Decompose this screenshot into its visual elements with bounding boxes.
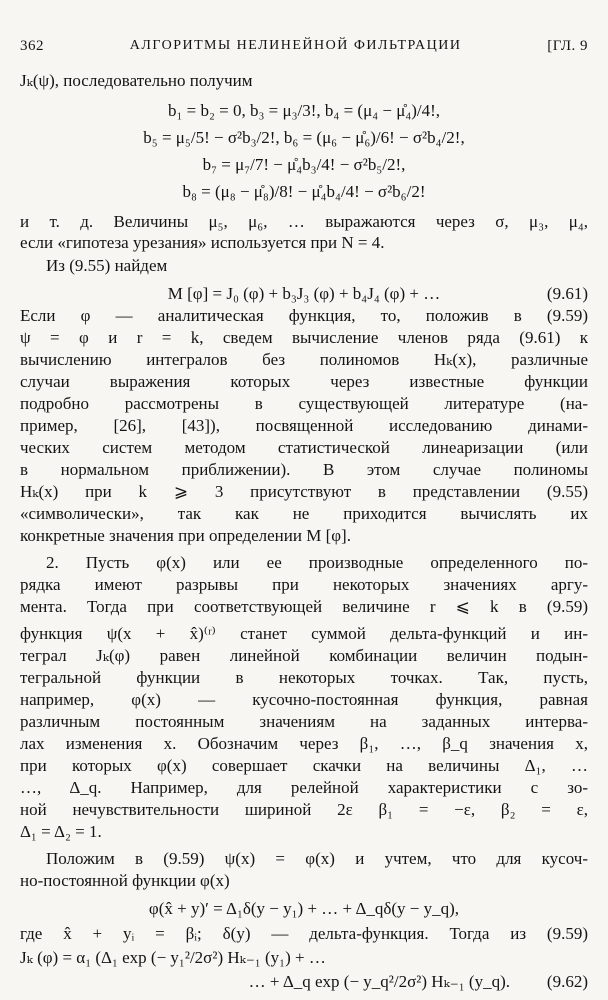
equation-number: (9.61) (546, 284, 588, 303)
equation-9-62 (20, 971, 588, 993)
text-line: при которых φ(x) совершает скачки на величины Δ₁, … (20, 756, 588, 775)
text-line: лах изменения x. Обозначим через β₁, …, β_q значения x, (20, 734, 588, 753)
page-number: 362 (20, 38, 44, 54)
text-line: различным постоянным значениям на заданных интерва- (20, 712, 588, 731)
text-line: например, φ(x) — кусочно-постоянная функция, равная (20, 690, 588, 709)
text-line: но-постоянной функции φ(x) (20, 871, 230, 890)
text-line: ческих систем методом статистической линеаризации (или (20, 438, 588, 457)
text-line: случаи выражения которых через известные функции (20, 372, 588, 391)
text-line: ψ = φ и r = k, сведем вычисление членов ряда (9.61) к (20, 328, 588, 347)
text-line: Hₖ(x) при k ⩾ 3 присутствуют в представлении (9.55) (20, 482, 588, 501)
text-line: рядка имеют разрывы при некоторых значениях аргу- (20, 575, 588, 594)
text-line: если «гипотеза урезания» используется при N = 4. (20, 233, 385, 252)
formula-line: Jₖ (φ) = α₁ (Δ₁ exp (− y₁²/2σ²) Hₖ₋₁ (y₁) + … (20, 948, 326, 967)
equation-9-61 (20, 283, 588, 305)
text-line: вычислению интегралов без полиномов Hₖ(x), различные (20, 350, 588, 369)
text-line: функция ψ(x + x̂)⁽ʳ⁾ станет суммой дельта-функций и ин- (20, 624, 588, 643)
text-line: пример, [26], [43]), посвященной исследованию динами- (20, 416, 588, 435)
text-line: в нормальном приближении). В этом случае полиномы (20, 460, 588, 479)
text-line: тегральной функции в некоторых точках. Так, пусть, (20, 668, 588, 687)
text-line: и т. д. Величины μ₅, μ₆, … выражаются через σ, μ₃, μ₄, (20, 212, 588, 231)
running-header (20, 38, 588, 55)
formula-line: φ(x̂ + y)′ = Δ₁δ(y − y₁) + … + Δ_qδ(y − y_q), (148, 899, 460, 918)
text-line: конкретные значения при определении M [φ]. (20, 526, 351, 545)
text-line: где x̂ + yᵢ = βᵢ; δ(y) — дельта-функция. Тогда из (9.59) (20, 924, 588, 943)
text-line: Из (9.55) найдем (46, 256, 168, 275)
formula-line: b₅ = μ₅/5! − σ²b₃/2!, b₆ = (μ₆ − μ̊₆)/6! − σ²b₄/2!, (143, 128, 465, 147)
text-line: Δ₁ = Δ₂ = 1. (20, 822, 102, 841)
equation-number: (9.62) (546, 972, 588, 991)
running-title: АЛГОРИТМЫ НЕЛИНЕЙНОЙ ФИЛЬТРАЦИИ (129, 38, 462, 53)
text-line: Jₖ(ψ), последовательно получим (20, 71, 253, 90)
formula-line: b₇ = μ₇/7! − μ̊₄b₃/4! − σ²b₅/2!, (202, 155, 406, 174)
formula-line: M [φ] = J₀ (φ) + b₃J₃ (φ) + b₄J₄ (φ) + … (167, 284, 441, 303)
text-line: «символически», так как не приходится вычислять их (20, 504, 588, 523)
text-line: …, Δ_q. Например, для релейной характеристики с зо- (20, 778, 588, 797)
formula-line: b₁ = b₂ = 0, b₃ = μ₃/3!, b₄ = (μ₄ − μ̊₄)/4!, (167, 101, 441, 120)
text-line: Если φ — аналитическая функция, то, положив в (9.59) (20, 306, 588, 325)
text-line: теграл Jₖ(φ) равен линейной комбинации величин подын- (20, 646, 588, 665)
chapter-label: [ГЛ. 9 (547, 38, 588, 54)
formula-line: b₈ = (μ₈ − μ̊₈)/8! − μ̊₄b₄/4! − σ²b₆/2! (182, 182, 426, 201)
text-line: ной нечувствительности шириной 2ε β₁ = −ε, β₂ = ε, (20, 800, 588, 819)
text-line: подробно рассмотрены в существующей литературе (на- (20, 394, 588, 413)
text-line: 2. Пусть φ(x) или ее производные определенного по- (46, 553, 588, 572)
text-line: мента. Тогда при соответствующей величине r ⩽ k в (9.59) (20, 597, 588, 616)
formula-line: … + Δ_q exp (− y_q²/2σ²) Hₖ₋₁ (y_q). (248, 972, 510, 991)
text-line: Положим в (9.59) ψ(x) = φ(x) и учтем, что для кусоч- (46, 849, 588, 868)
